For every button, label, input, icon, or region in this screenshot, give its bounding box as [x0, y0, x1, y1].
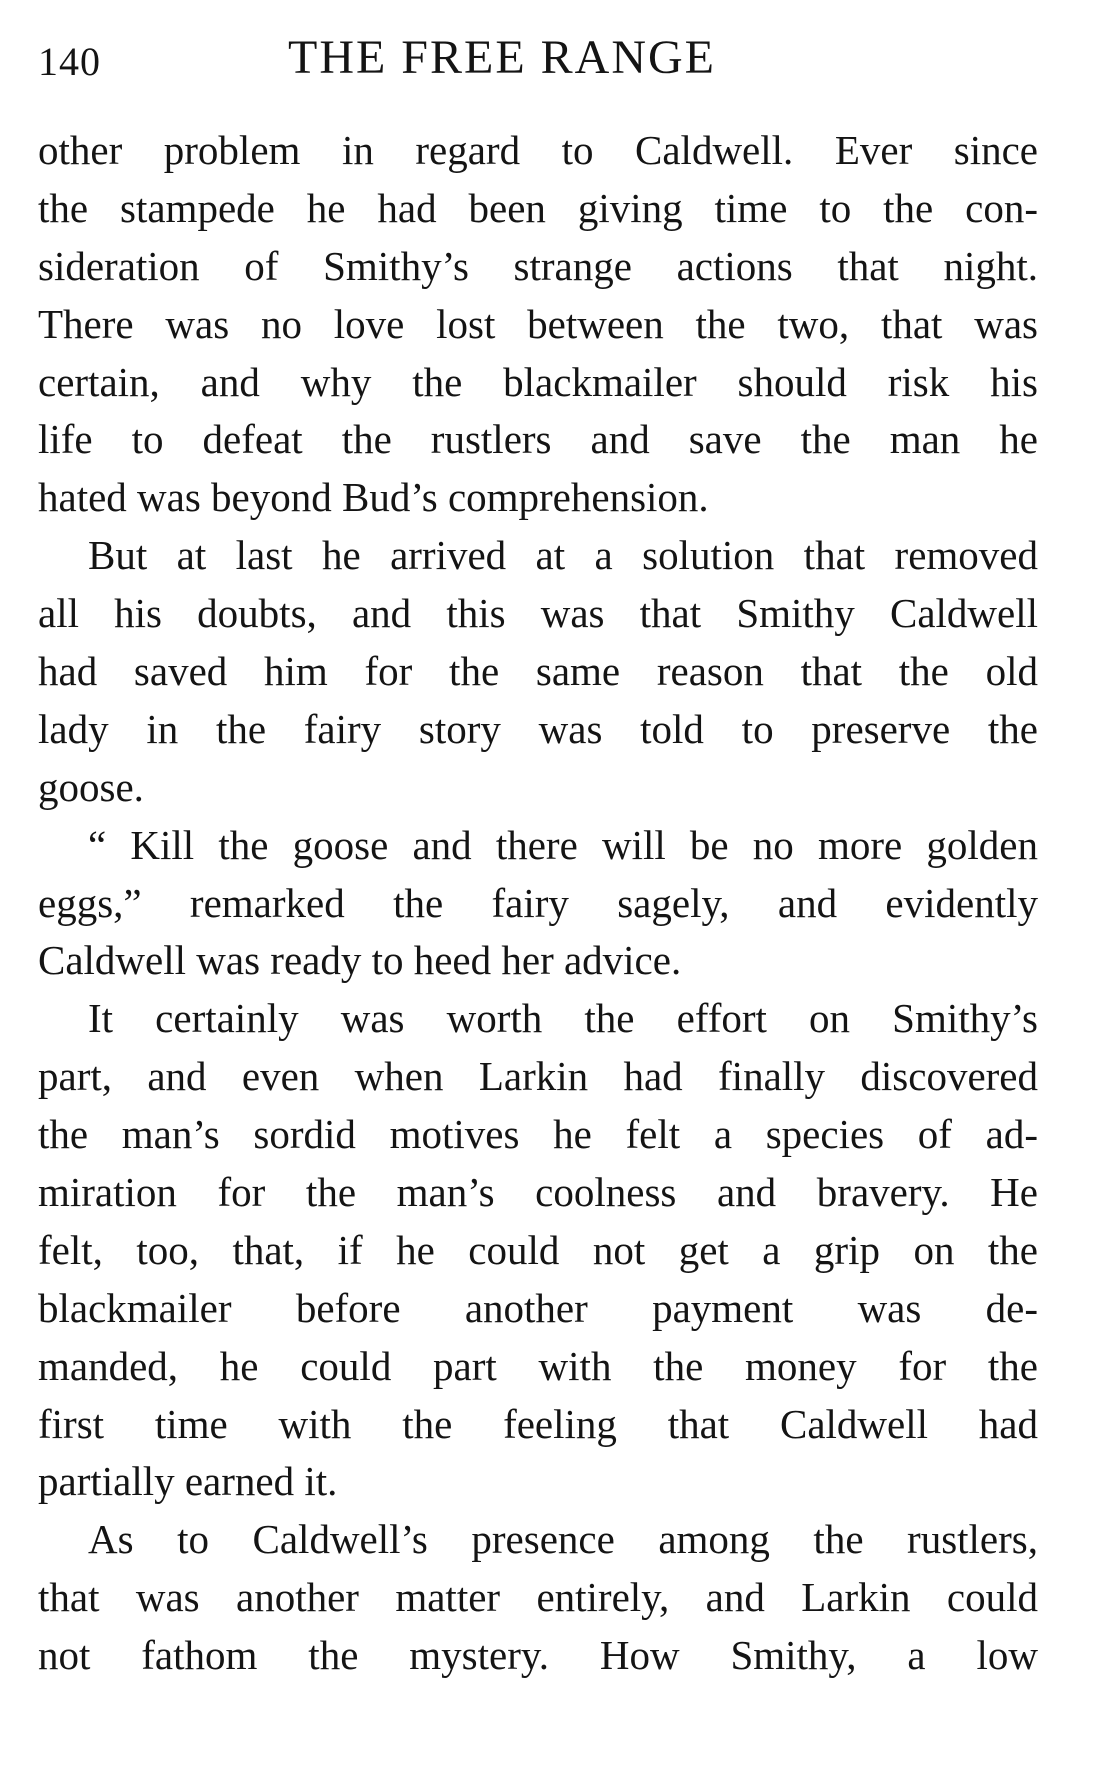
text-line: the man’s sordid motives he felt a species of ad- — [38, 1111, 1038, 1158]
text-line: miration for the man’s coolness and bravery. He — [38, 1169, 1038, 1216]
text-line: manded, he could part with the money for the — [38, 1342, 1038, 1389]
text-line: As to Caldwell’s presence among the rustlers, — [88, 1516, 1038, 1563]
running-title: THE FREE RANGE — [288, 31, 716, 84]
text-line: first time with the feeling that Caldwell had — [38, 1400, 1038, 1447]
text-line: felt, too, that, if he could not get a grip on the — [38, 1226, 1038, 1273]
text-line: the stampede he had been giving time to the con- — [38, 184, 1038, 231]
text-line: eggs,” remarked the fairy sagely, and evidently — [38, 879, 1038, 926]
page-number: 140 — [38, 39, 101, 84]
text-line: hated was beyond Bud’s comprehension. — [38, 474, 709, 521]
text-line: certain, and why the blackmailer should risk his — [38, 358, 1038, 405]
text-line: lady in the fairy story was told to preserve the — [38, 705, 1038, 752]
text-line: It certainly was worth the effort on Smithy’s — [88, 995, 1038, 1042]
text-line: all his doubts, and this was that Smithy Caldwell — [38, 590, 1038, 637]
text-line: part, and even when Larkin had finally discovered — [38, 1053, 1038, 1100]
text-line: partially earned it. — [38, 1458, 338, 1505]
text-line: not fathom the mystery. How Smithy, a low — [38, 1632, 1038, 1679]
text-line: that was another matter entirely, and Larkin could — [38, 1574, 1038, 1621]
text-line: Caldwell was ready to heed her advice. — [38, 937, 682, 984]
page-header — [38, 30, 1038, 90]
text-line: life to defeat the rustlers and save the man he — [38, 416, 1038, 463]
text-line: sideration of Smithy’s strange actions that night. — [38, 242, 1038, 289]
text-line: “ Kill the goose and there will be no more golden — [88, 821, 1038, 868]
text-line: goose. — [38, 763, 144, 810]
text-line: had saved him for the same reason that the old — [38, 648, 1038, 695]
text-line: But at last he arrived at a solution that removed — [88, 532, 1038, 579]
text-line: blackmailer before another payment was de- — [38, 1284, 1038, 1331]
body-text — [38, 122, 1038, 1685]
text-line: other problem in regard to Caldwell. Ever since — [38, 127, 1038, 173]
text-line: There was no love lost between the two, that was — [38, 300, 1038, 347]
